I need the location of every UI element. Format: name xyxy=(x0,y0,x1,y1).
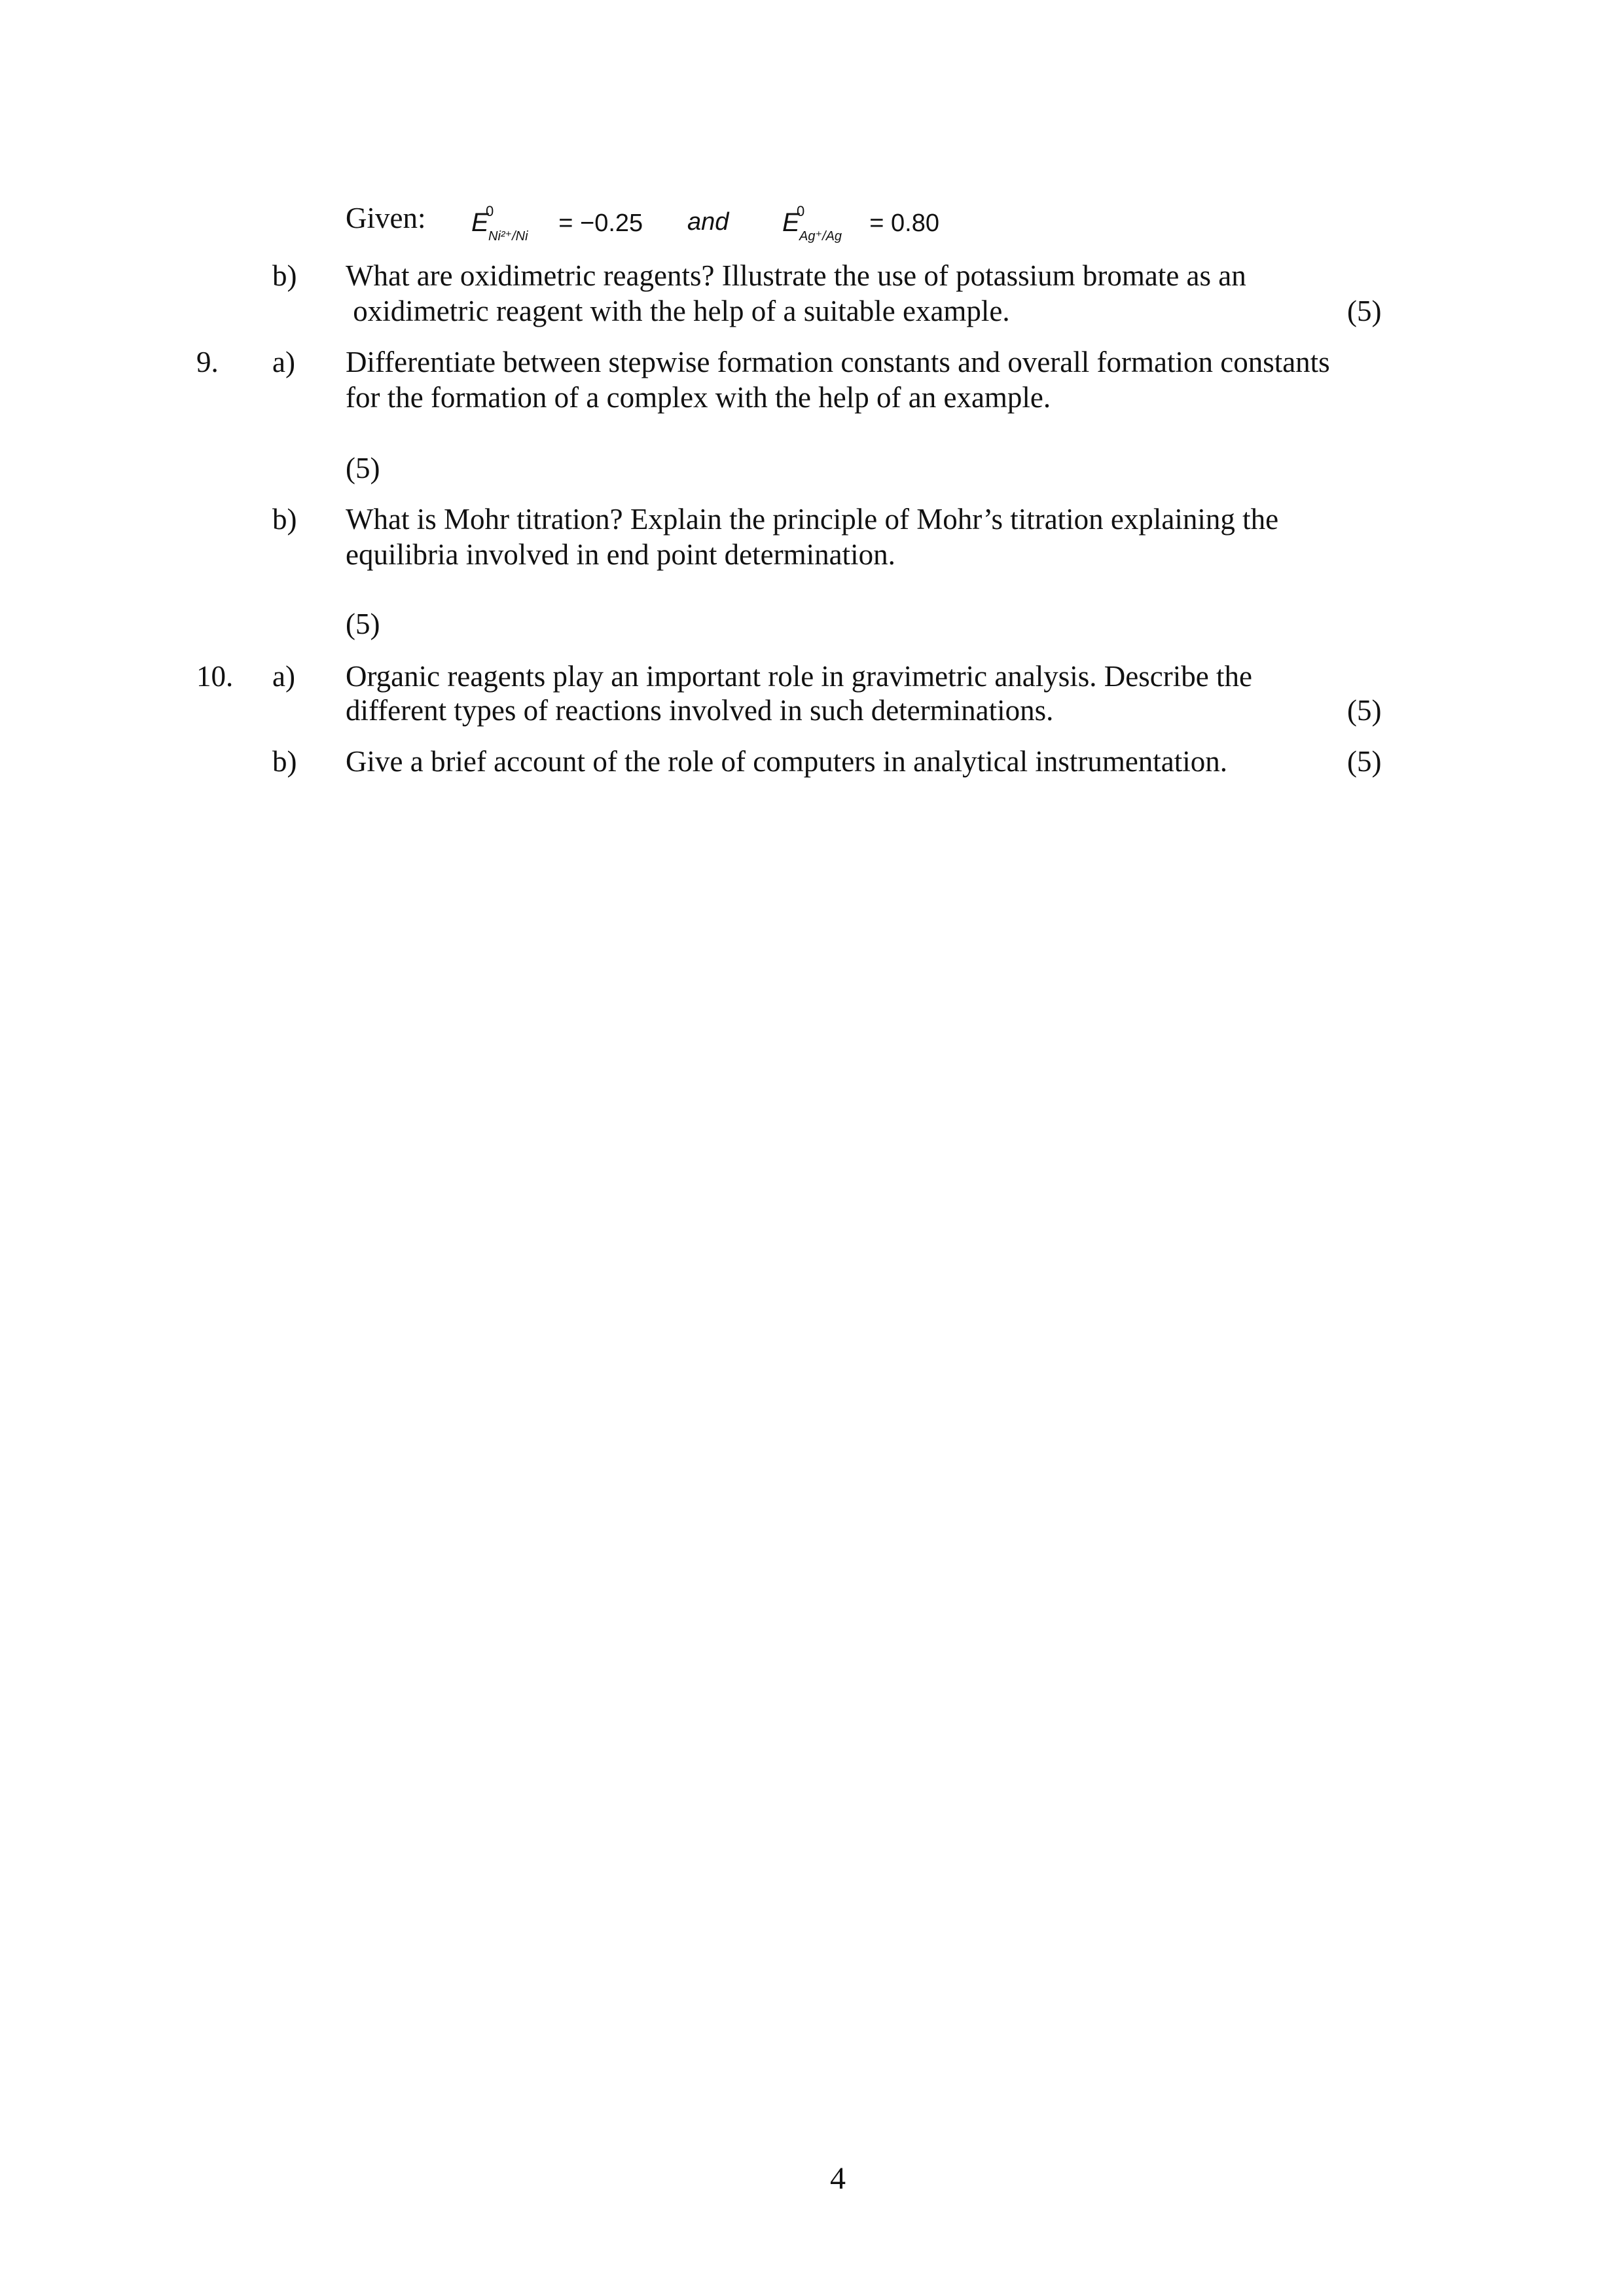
half-cell-subscript: Ag⁺/Ag xyxy=(799,229,842,244)
question-text-line: different types of reactions involved in such determinations. xyxy=(346,694,1054,727)
question-text-line: Differentiate between stepwise formation constants and overall formation constants xyxy=(346,346,1330,378)
marks: (5) xyxy=(1347,694,1382,727)
question-text-line: What are oxidimetric reagents? Illustrate the use of potassium bromate as an xyxy=(346,259,1246,292)
potential-value: = −0.25 xyxy=(558,210,643,237)
given-label: Given: xyxy=(346,202,426,234)
part-label: b) xyxy=(272,745,297,778)
equation-ni xyxy=(471,203,643,244)
and-word: and xyxy=(687,208,729,236)
question-number: 10. xyxy=(196,660,234,693)
question-text-line: oxidimetric reagent with the help of a suitable example. xyxy=(346,295,1010,327)
connector-and xyxy=(687,208,729,236)
part-label: a) xyxy=(272,660,295,693)
question-text-line: What is Mohr titration? Explain the principle of Mohr’s titration explaining the xyxy=(346,503,1279,536)
marks: (5) xyxy=(1347,295,1382,327)
part-label: b) xyxy=(272,503,297,536)
marks: (5) xyxy=(1347,745,1382,778)
standard-superscript: 0 xyxy=(797,203,805,219)
potential-symbol: E xyxy=(782,208,800,237)
page-number: 4 xyxy=(830,2161,846,2196)
part-label: b) xyxy=(272,259,297,292)
part-label: a) xyxy=(272,346,295,378)
potential-symbol: E xyxy=(471,208,489,237)
question-text-line: equilibria involved in end point determination. xyxy=(346,538,895,571)
half-cell-subscript: Ni²⁺/Ni xyxy=(488,229,528,244)
standard-superscript: 0 xyxy=(486,203,494,219)
question-text-line: Organic reagents play an important role in gravimetric analysis. Describe the xyxy=(346,660,1252,693)
question-text-line: Give a brief account of the role of computers in analytical instrumentation. xyxy=(346,745,1228,778)
potential-value: = 0.80 xyxy=(869,210,939,237)
question-text-line: for the formation of a complex with the help of an example. xyxy=(346,381,1051,414)
question-number: 9. xyxy=(196,346,219,378)
marks: (5) xyxy=(346,608,380,640)
marks: (5) xyxy=(346,452,380,484)
equation-ag xyxy=(782,203,939,244)
